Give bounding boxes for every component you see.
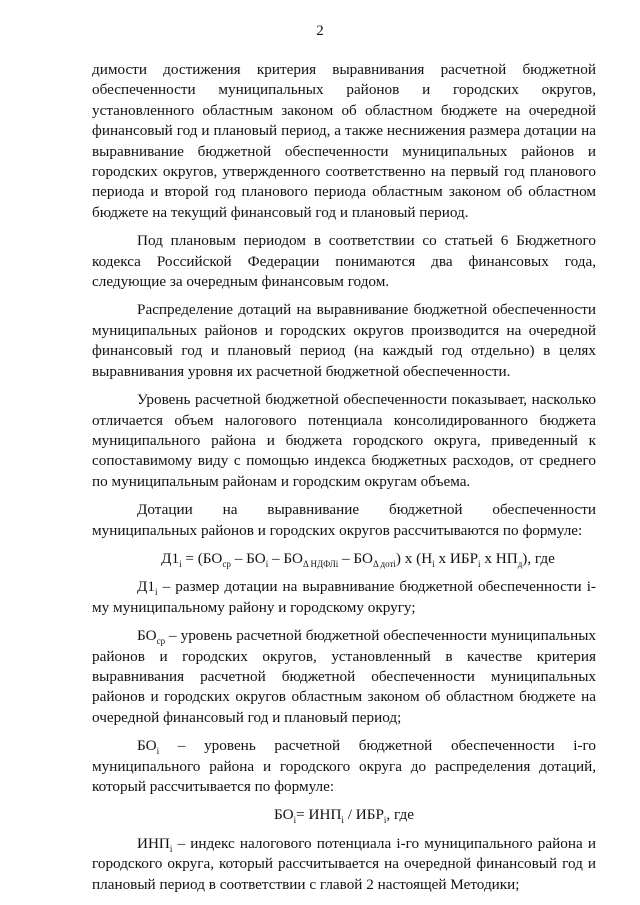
formula-subsidy-part: – БО	[338, 549, 373, 567]
paragraph-planned-period: Под плановым периодом в соответствии со статьей 6 Бюджетного кодекса Российской Федерации понимаются два финансовых года, следующие за очередным финансовым годом.	[92, 232, 596, 291]
definition-inpi	[92, 834, 596, 895]
definition-bocp-text: – уровень расчетной бюджетной обеспеченности муниципальных районов и городских округов, установленный в качестве критерия выравнивания расчетной бюджетной обеспеченности муниципальных районов и городских округов областным законом об областном бюджете на очередной финансовый год и плановый период;	[92, 627, 596, 726]
paragraph-formula-intro: Дотации на выравнивание бюджетной обеспеченности муниципальных районов и городских округов рассчитываются по формуле:	[92, 501, 596, 539]
formula-boi-part: / ИБР	[343, 806, 384, 824]
paragraph-level-definition: Уровень расчетной бюджетной обеспеченности показывает, насколько отличается объем налогового потенциала консолидированного бюджета муниципального района и бюджета городского округа, приведенный к сопоставимому виду с помощью индекса бюджетных расходов, от среднего по муниципальным районам и городским округам объема.	[92, 391, 596, 490]
definition-d1-text: – размер дотации на выравнивание бюджетной обеспеченности i-му муниципальному району и городскому округу;	[92, 578, 596, 616]
formula-subsidy-part: = (БО	[181, 549, 223, 567]
formula-subsidy-lhs-sub: i	[179, 558, 182, 569]
formula-subsidy-sub: i	[265, 558, 269, 569]
formula-boi-tail: , где	[386, 806, 414, 824]
formula-boi	[92, 805, 596, 825]
term-bocp: БО	[137, 627, 157, 645]
formula-subsidy-sub: Δ НДФЛi	[302, 558, 339, 569]
definition-inpi-text: – индекс налогового потенциала i-го муниципального района и городского округа, который рассчитывается на очередной финансовый год и плановый период в соответствии с главой 2 настоящей Методики;	[92, 834, 596, 893]
formula-subsidy-sub: ср	[222, 558, 231, 569]
formula-boi-sub: i	[383, 815, 387, 826]
formula-subsidy-lhs: Д1	[161, 549, 180, 567]
formula-subsidy-sub: i	[432, 558, 435, 569]
term-bocp-sub: ср	[156, 636, 166, 647]
formula-boi-part: БО	[274, 806, 294, 824]
formula-subsidy-tail: ), где	[522, 549, 555, 567]
term-inpi: ИНП	[137, 834, 170, 852]
definition-boi	[92, 736, 596, 797]
document-body	[92, 60, 596, 903]
formula-boi-part: = ИНП	[296, 806, 342, 824]
term-boi: БО	[137, 737, 157, 755]
term-d1-sub: i	[154, 587, 158, 598]
formula-subsidy-sub: i	[478, 558, 481, 569]
formula-subsidy-sub: Δ дотi	[372, 558, 396, 569]
formula-subsidy-sub: д	[517, 558, 523, 569]
definition-bocp	[92, 626, 596, 728]
term-inpi-sub: i	[169, 843, 173, 854]
paragraph-distribution: Распределение дотаций на выравнивание бюджетной обеспеченности муниципальных районов и городских округов производится на очередной финансовый год и плановый период (на каждый год отдельно) в целях выравнивания уровня их расчетной бюджетной обеспеченности.	[92, 301, 596, 380]
formula-subsidy-part: ) х (Н	[395, 549, 433, 567]
term-d1: Д1	[137, 578, 155, 596]
formula-subsidy-part: – БО	[268, 549, 303, 567]
formula-boi-sub: i	[293, 815, 297, 826]
definition-boi-text: – уровень расчетной бюджетной обеспеченности i-го муниципального района и городского округа до распределения дотаций, который рассчитывается по формуле:	[92, 737, 596, 795]
formula-subsidy	[92, 549, 596, 569]
paragraph-continuation: димости достижения критерия выравнивания расчетной бюджетной обеспеченности муниципальных районов и городских округов, установленного областным законом об областном бюджете на очередной финансовый год и плановый период, а также неснижения размера дотации на выравнивание бюджетной обеспеченности муниципальных районов и городских округов, утвержденного соответственно на первый год планового периода и второй год планового периода областным законом об областном бюджете на текущий финансовый год и плановый период.	[92, 61, 596, 221]
formula-subsidy-part: х ИБР	[434, 549, 479, 567]
formula-subsidy-part: х НП	[480, 549, 518, 567]
term-boi-sub: i	[156, 746, 160, 757]
page-number: 2	[316, 23, 324, 39]
formula-subsidy-part: – БО	[230, 549, 266, 567]
definition-d1	[92, 577, 596, 618]
formula-boi-sub: i	[341, 815, 344, 826]
